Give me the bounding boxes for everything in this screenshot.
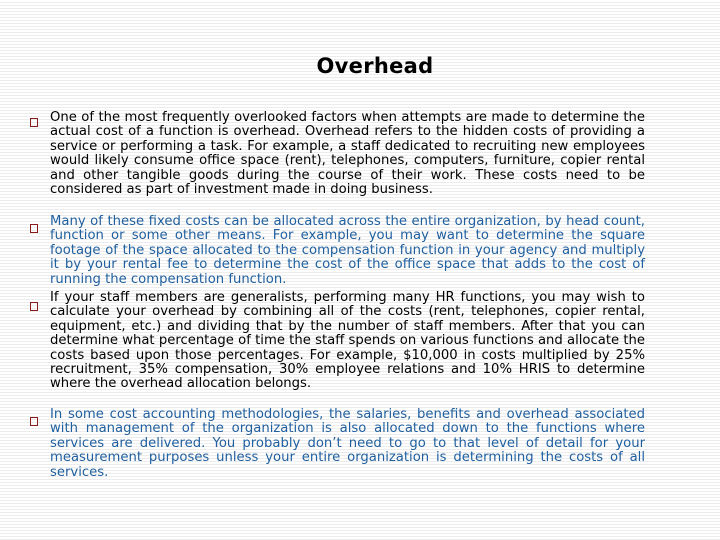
square-bullet-icon xyxy=(30,224,38,233)
bullet-text-2: Many of these fixed costs can be allocated across the entire organization, by head count, function or some other means. For example, you may want to determine the square footage of the space allocated to the compensation function in your agency and multiply it by your rental fee to determine the cost of the office space that adds to the cost of running the compensation function. xyxy=(50,214,645,287)
bullet-text-3: If your staff members are generalists, performing many HR functions, you may wish to calculate your overhead by combining all of the costs (rent, telephones, copier rental, equipment, etc.) and dividing that by the number of staff members. After that you can determine what percentage of time the staff spends on various functions and allocate the costs based upon those percentages. For example, $10,000 in costs multiplied by 25% recruitment, 35% compensation, 30% employee relations and 10% HRIS to determine where the overhead allocation belongs. xyxy=(50,290,645,392)
square-bullet-icon xyxy=(30,118,38,127)
square-bullet-icon xyxy=(30,417,38,426)
slide-title: Overhead xyxy=(316,54,434,78)
bullet-text-1: One of the most frequently overlooked factors when attempts are made to determine the actual cost of a function is overhead. Overhead refers to the hidden costs of providing a service or performing a task. For example, a staff dedicated to recruiting new employees would likely consume office space (rent), telephones, computers, furniture, copier rental and other tangible goods during the course of their work. These costs need to be considered as part of investment made in doing business. xyxy=(50,110,645,198)
square-bullet-icon xyxy=(30,302,38,311)
bullet-text-4: In some cost accounting methodologies, the salaries, benefits and overhead associated with management of the organization is also allocated down to the functions where services are delivered. You probably don’t need to go to that level of detail for your measurement purposes unless your entire organization is determining the costs of all services. xyxy=(50,407,645,480)
